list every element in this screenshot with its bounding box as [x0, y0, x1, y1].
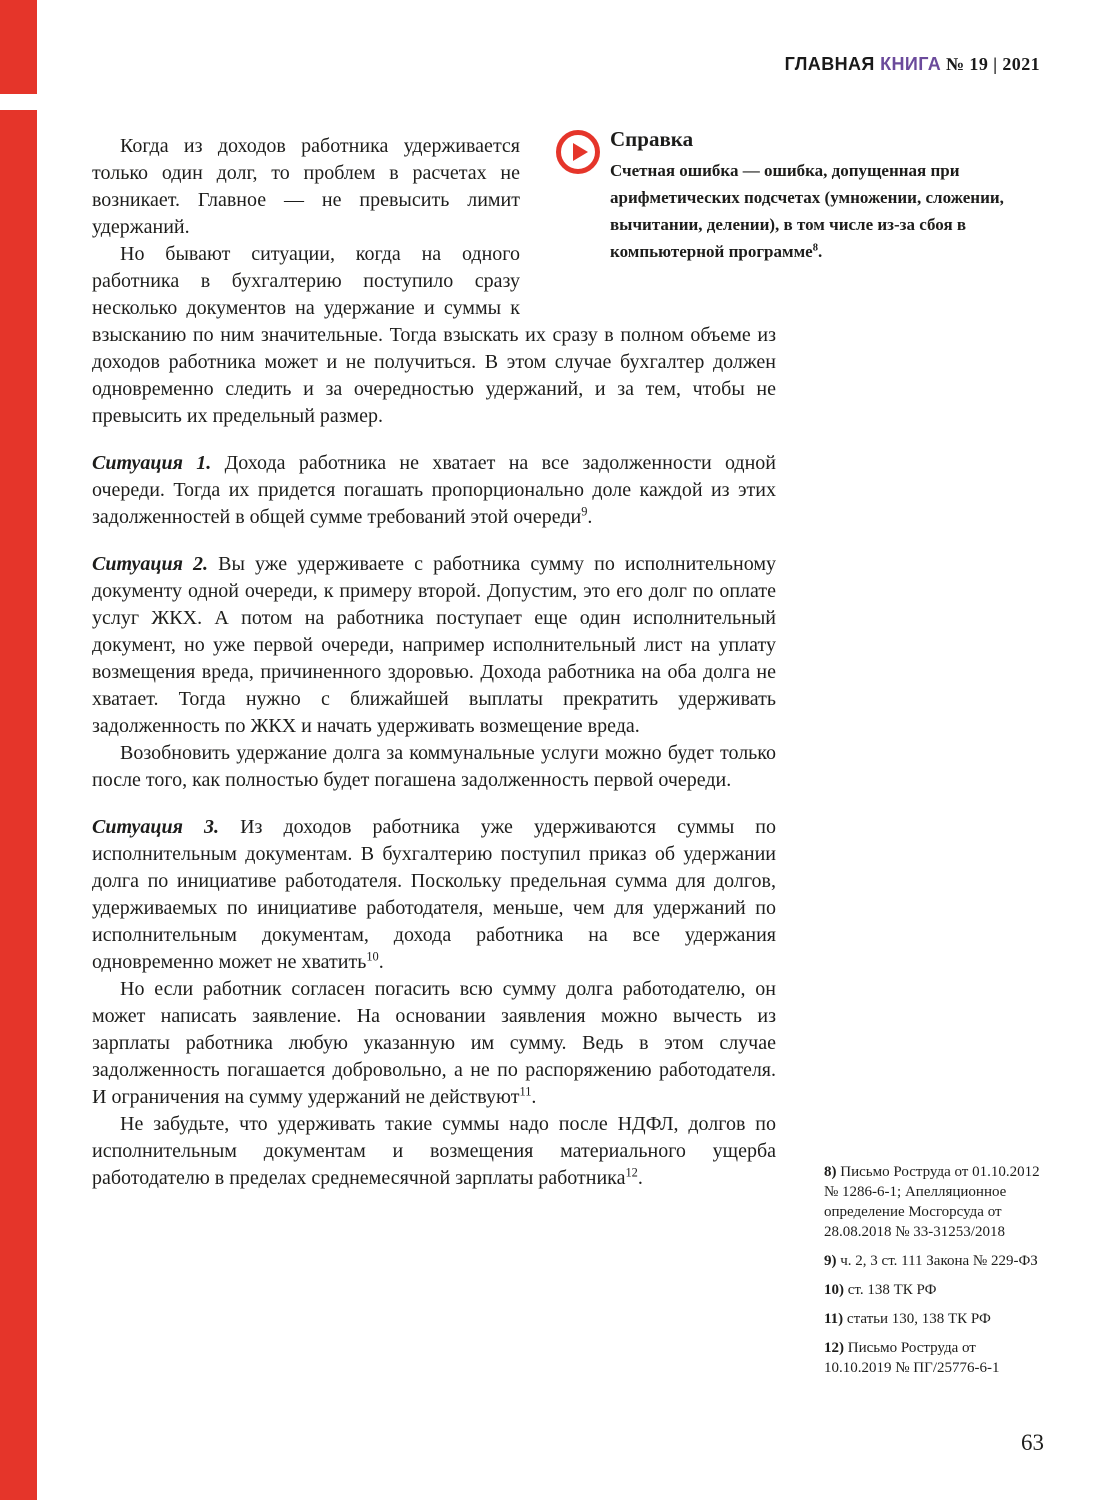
situation-1-label: Ситуация 1.	[92, 452, 212, 474]
article-body	[92, 133, 776, 1192]
running-head	[785, 54, 1040, 75]
footnote-ref-9: 9	[581, 504, 588, 519]
footnote-8: 8) Письмо Роструда от 01.10.2012 № 1286-6-1; Апелляционное определение Мосгорсуда от 28.08.2018 № 33-31253/2018	[824, 1164, 1040, 1240]
footnote-9: 9) ч. 2, 3 ст. 111 Закона № 229-ФЗ	[824, 1253, 1038, 1269]
footnotes-column	[824, 1162, 1044, 1387]
paragraph-situation-3c: Не забудьте, что удерживать такие суммы надо после НДФЛ, долгов по исполнительным документам и возмещения материального ущерба работодателю в пределах среднемесячной зарплаты работника$^{12}$.	[92, 1113, 776, 1189]
paragraph-situation-3b: Но если работник согласен погасить всю сумму долга работодателю, он может написать заявление. На основании заявления можно вычесть из зарплаты работника любую указанную им сумму. Ведь в этом случае задолженность погашается добровольно, а не по распоряжению работодателя. И ограничения на сумму удержаний не действуют$^{11}$.	[92, 978, 776, 1108]
footnote-ref-12: 12	[625, 1165, 638, 1180]
situation-3-label: Ситуация 3.	[92, 816, 220, 838]
footnote-ref-8: 8	[812, 242, 818, 254]
paragraph-situation-1: Ситуация 1. Дохода работника не хватает на все задолженности одной очереди. Тогда их придется погашать пропорционально доле каждой из этих задолженностей в общей сумме требований этой очереди$^9$.	[92, 452, 776, 528]
paragraph-situation-3: Ситуация 3. Из доходов работника уже удерживаются суммы по исполнительным документам. В бухгалтерию поступил приказ об удержании долга по инициативе работодателя. Поскольку предельная сумма для долгов, удерживаемых по инициативе работодателя, меньше, чем для удержаний по исполнительным документам, дохода работника на все удержания одновременно может не хватить$^{10}$.	[92, 816, 777, 973]
footnote-11: 11) статьи 130, 138 ТК РФ	[824, 1311, 991, 1327]
page-number: 63	[1021, 1430, 1044, 1455]
callout-spacer	[520, 133, 776, 318]
paragraph-situation-2b: Возобновить удержание долга за коммунальные услуги можно будет только после того, как полностью будет погашена задолженность первой очереди.	[92, 742, 776, 791]
paragraph-intro-2: Но бывают ситуации, когда на одного работника в бухгалтерию поступило сразу несколько документов на удержание и суммы к взысканию по ним значительные. Тогда взыскать их сразу в полном объеме из доходов работника может и не получиться. В этом случае бухгалтер должен одновременно следить и за очередностью удержаний, и за тем, чтобы не превысить их предельный размер.	[92, 243, 776, 427]
reference-title: Справка	[610, 127, 694, 151]
footnote-ref-11: 11	[519, 1084, 532, 1099]
footnote-ref-10: 10	[366, 949, 379, 964]
footnote-10: 10) ст. 138 ТК РФ	[824, 1282, 937, 1298]
situation-2-label: Ситуация 2.	[92, 553, 209, 575]
issue-number: № 19 | 2021	[941, 54, 1040, 74]
magazine-title-part2: КНИГА	[880, 54, 942, 74]
left-bleed-bar-top	[0, 0, 37, 94]
paragraph-intro-1: Когда из доходов работника удерживается только один долг, то проблем в расчетах не возникает. Главное — не превысить лимит удержаний.	[92, 135, 520, 238]
magazine-title-part1: ГЛАВНАЯ	[784, 54, 881, 74]
reference-text: Счетная ошибка — ошибка, допущенная при арифметических подсчетах (умножении, сложении, вычитании, делении), в том числе из-за сбоя в компьютерной программе$^8$.	[610, 161, 1004, 261]
footnote-12: 12) Письмо Роструда от 10.10.2019 № ПГ/25776-6-1	[824, 1340, 1000, 1376]
left-bleed-bar-bottom	[0, 110, 37, 1500]
paragraph-situation-2: Ситуация 2. Вы уже удерживаете с работника сумму по исполнительному документу одной очереди, к примеру второй. Допустим, это его долг по оплате услуг ЖКХ. А потом на работника поступает еще один исполнительный документ, но уже первой очереди, например исполнительный лист на уплату возмещения вреда, причиненного здоровью. Дохода работника на оба долга не хватает. Тогда нужно с ближайшей выплаты прекратить удерживать задолженность по ЖКХ и начать удерживать возмещение вреда.	[92, 553, 776, 737]
